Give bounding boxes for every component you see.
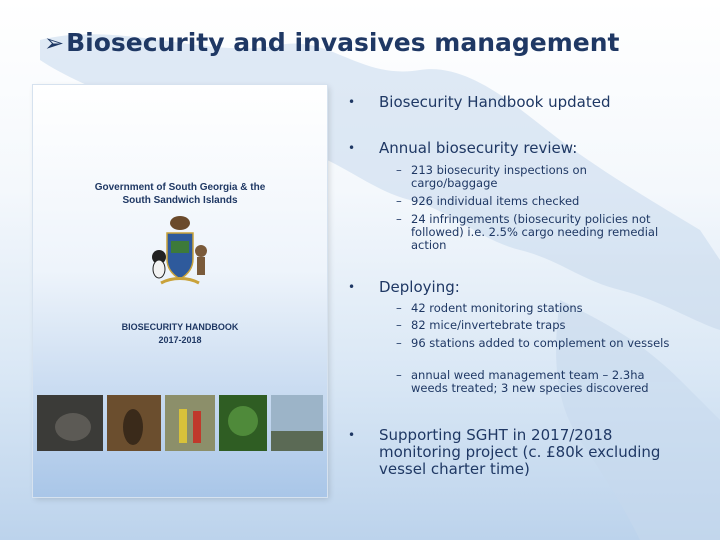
sub-dash: – xyxy=(396,318,402,332)
sub-text: 213 biosecurity inspections on cargo/baggage xyxy=(411,163,587,190)
bullet-dot: • xyxy=(348,141,356,155)
sub-dash: – xyxy=(396,163,402,177)
bullet-dot: • xyxy=(348,95,356,109)
sub-dash: – xyxy=(396,336,402,350)
bullet-text: Supporting SGHT in 2017/2018 monitoring project (c. £80k excluding vessel charter time) xyxy=(379,426,661,478)
sub-dash: – xyxy=(396,194,402,208)
sub-text: 42 rodent monitoring stations xyxy=(411,301,583,315)
slide-title xyxy=(44,28,620,57)
arrow-bullet-icon: ➢ xyxy=(44,29,65,57)
bullet-text: Deploying: xyxy=(379,278,460,296)
handbook-title: BIOSECURITY HANDBOOK xyxy=(121,322,239,332)
sub-text: 24 infringements (biosecurity policies not followed) i.e. 2.5% cargo needing remedial action xyxy=(411,212,659,252)
bullet-dot: • xyxy=(348,428,356,442)
sub-text: 82 mice/invertebrate traps xyxy=(411,318,566,332)
bullet-dot: • xyxy=(348,280,356,294)
handbook-years: 2017-2018 xyxy=(158,335,202,345)
bullet-text: Annual biosecurity review: xyxy=(379,139,578,157)
sub-dash: – xyxy=(396,301,402,315)
sub-text: 96 stations added to complement on vessels xyxy=(411,336,670,350)
cover-handbook-title xyxy=(33,321,327,347)
sub-text: annual weed management team – 2.3ha weeds treated; 3 new species discovered xyxy=(411,368,649,395)
cover-government-name: Government of South Georgia & the South Sandwich Islands xyxy=(94,182,266,206)
slide-title-text: Biosecurity and invasives management xyxy=(66,28,620,57)
cover-photo-strip xyxy=(33,391,327,455)
sub-dash: – xyxy=(396,212,402,226)
sub-dash: – xyxy=(396,368,402,382)
coat-of-arms-icon xyxy=(147,211,213,291)
handbook-cover-image xyxy=(33,85,327,497)
sub-text: 926 individual items checked xyxy=(411,194,580,208)
bullet-text: Biosecurity Handbook updated xyxy=(379,93,611,111)
